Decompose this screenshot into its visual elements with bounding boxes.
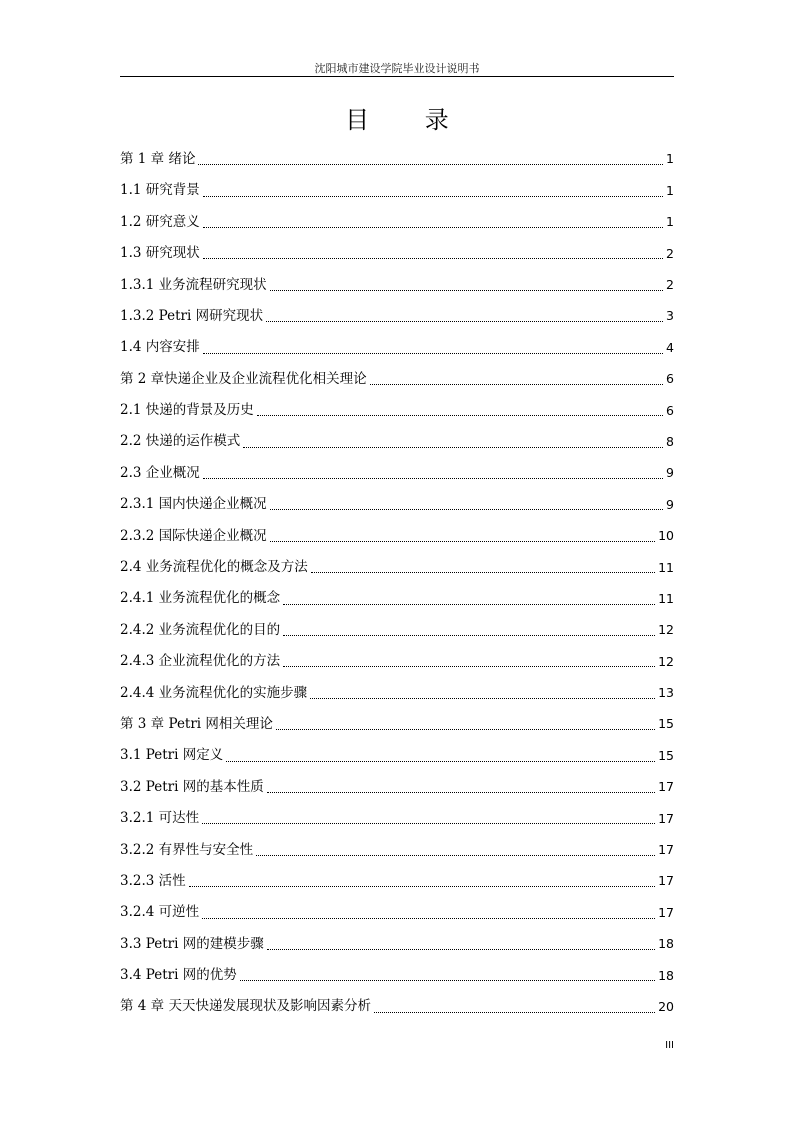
toc-entry[interactable]	[120, 489, 674, 520]
toc-leader-dots	[203, 226, 663, 228]
toc-leader-dots	[267, 791, 655, 793]
toc-entry[interactable]	[120, 615, 674, 646]
toc-leader-dots	[374, 1011, 655, 1013]
page-header: 沈阳城市建设学院毕业设计说明书	[314, 62, 480, 75]
toc-entry-label: 2.1 快递的背景及历史	[120, 402, 254, 419]
toc-leader-dots	[226, 760, 655, 762]
toc-leader-dots	[276, 728, 655, 730]
toc-leader-dots	[202, 822, 655, 824]
toc-entry-label: 3.2.3 活性	[120, 872, 186, 889]
toc-leader-dots	[198, 163, 663, 165]
toc-leader-dots	[189, 885, 655, 887]
toc-entry-label: 3.2.2 有界性与安全性	[120, 841, 254, 858]
toc-entry[interactable]	[120, 144, 674, 175]
toc-entry[interactable]	[120, 897, 674, 928]
toc-entry-label: 1.1 研究背景	[120, 182, 200, 199]
toc-leader-dots	[370, 383, 663, 385]
toc-leader-dots	[256, 854, 655, 856]
toc-entry-page: 17	[658, 873, 674, 889]
toc-leader-dots	[270, 289, 663, 291]
toc-entry[interactable]	[120, 332, 674, 363]
toc-entry-label: 1.4 内容安排	[120, 339, 200, 356]
toc-entry-label: 2.4 业务流程优化的概念及方法	[120, 559, 308, 576]
toc-entry-label: 2.4.4 业务流程优化的实施步骤	[120, 684, 308, 701]
toc-entry-page: 12	[658, 622, 674, 638]
toc-entry-label: 3.2.1 可达性	[120, 810, 200, 827]
toc-leader-dots	[270, 508, 663, 510]
toc-entry[interactable]	[120, 458, 674, 489]
toc-entry-label: 2.3 企业概况	[120, 464, 200, 481]
toc-entry[interactable]	[120, 521, 674, 552]
toc-entry-page: 17	[658, 842, 674, 858]
toc-entry-label: 第 3 章 Petri 网相关理论	[120, 715, 273, 732]
toc-entry-label: 2.4.1 业务流程优化的概念	[120, 590, 281, 607]
toc-leader-dots	[257, 414, 663, 416]
toc-entry[interactable]	[120, 678, 674, 709]
toc-title: 目 录	[345, 106, 473, 134]
toc-entry-page: 8	[666, 433, 674, 449]
toc-entry-label: 1.3.1 业务流程研究现状	[120, 276, 267, 293]
toc-entry-label: 2.2 快递的运作模式	[120, 433, 241, 450]
toc-entry-page: 18	[658, 936, 674, 952]
toc-entry[interactable]	[120, 175, 674, 206]
toc-entry[interactable]	[120, 709, 674, 740]
toc-entry[interactable]	[120, 583, 674, 614]
toc-leader-dots	[203, 195, 663, 197]
toc-entry-page: 9	[666, 496, 674, 512]
toc-entry-page: 15	[658, 716, 674, 732]
toc-entry-label: 1.3 研究现状	[120, 245, 200, 262]
toc-leader-dots	[203, 257, 663, 259]
toc-entry-label: 3.2 Petri 网的基本性质	[120, 778, 264, 795]
toc-leader-dots	[283, 634, 655, 636]
header-rule	[120, 76, 674, 77]
toc-leader-dots	[202, 917, 655, 919]
toc-entry-page: 4	[666, 339, 674, 355]
toc-entry-label: 1.2 研究意义	[120, 213, 200, 230]
toc-entry-page: 6	[666, 371, 674, 387]
toc-entry[interactable]	[120, 803, 674, 834]
toc-entry-page: 1	[666, 214, 674, 230]
toc-entry[interactable]	[120, 270, 674, 301]
toc-entry-page: 3	[666, 308, 674, 324]
toc-leader-dots	[240, 979, 655, 981]
toc-leader-dots	[266, 320, 663, 322]
toc-leader-dots	[243, 446, 663, 448]
toc-entry-page: 13	[658, 685, 674, 701]
toc-entry-page: 17	[658, 779, 674, 795]
toc-entry-page: 2	[666, 277, 674, 292]
toc-entry[interactable]	[120, 395, 674, 426]
toc-entry[interactable]	[120, 646, 674, 677]
toc-leader-dots	[270, 540, 655, 542]
toc-entry[interactable]	[120, 929, 674, 960]
toc-entry-label: 3.3 Petri 网的建模步骤	[120, 935, 264, 952]
toc-entry-label: 2.3.2 国际快递企业概况	[120, 527, 267, 544]
toc-entry[interactable]	[120, 552, 674, 583]
toc-entry[interactable]	[120, 992, 674, 1023]
toc-entry-page: 1	[666, 182, 674, 198]
toc-leader-dots	[283, 603, 655, 605]
toc-entry-label: 第 2 章快递企业及企业流程优化相关理论	[120, 370, 367, 387]
toc-entry-label: 2.4.3 企业流程优化的方法	[120, 653, 281, 670]
toc-entry-label: 3.4 Petri 网的优势	[120, 967, 237, 984]
toc-leader-dots	[267, 948, 655, 950]
toc-entry-page: 18	[658, 967, 674, 983]
table-of-contents	[120, 144, 674, 1023]
toc-entry-label: 2.4.2 业务流程优化的目的	[120, 621, 281, 638]
toc-entry-page: 1	[666, 151, 674, 167]
toc-leader-dots	[310, 697, 655, 699]
toc-leader-dots	[283, 665, 655, 667]
toc-entry[interactable]	[120, 866, 674, 897]
toc-entry[interactable]	[120, 301, 674, 332]
toc-entry-label: 3.2.4 可逆性	[120, 904, 200, 921]
toc-entry[interactable]	[120, 835, 674, 866]
toc-entry[interactable]	[120, 364, 674, 395]
toc-entry-label: 第 4 章 天天快递发展现状及影响因素分析	[120, 998, 371, 1015]
toc-entry-page: 10	[658, 528, 674, 544]
toc-entry[interactable]	[120, 740, 674, 771]
toc-entry-page: 9	[666, 465, 674, 481]
toc-entry-page: 2	[666, 245, 674, 261]
toc-entry-page: 11	[658, 590, 674, 606]
toc-entry-page: 17	[658, 904, 674, 920]
toc-entry-page: 15	[658, 747, 674, 763]
toc-entry[interactable]	[120, 207, 674, 238]
toc-leader-dots	[203, 352, 663, 354]
toc-entry-label: 3.1 Petri 网定义	[120, 747, 224, 764]
toc-leader-dots	[311, 571, 655, 573]
toc-entry-label: 2.3.1 国内快递企业概况	[120, 496, 267, 513]
toc-entry[interactable]	[120, 960, 674, 991]
toc-entry-page: 17	[658, 810, 674, 826]
toc-entry-label: 第 1 章 绪论	[120, 150, 196, 167]
toc-entry-page: 20	[658, 998, 674, 1014]
toc-entry-page: 11	[658, 559, 674, 575]
toc-entry-label: 1.3.2 Petri 网研究现状	[120, 307, 264, 324]
page-number: III	[665, 1040, 674, 1051]
toc-entry[interactable]	[120, 772, 674, 803]
toc-entry-page: 6	[666, 402, 674, 418]
toc-entry[interactable]	[120, 238, 674, 269]
toc-entry-page: 12	[658, 653, 674, 669]
toc-leader-dots	[203, 477, 663, 479]
toc-entry[interactable]	[120, 427, 674, 458]
